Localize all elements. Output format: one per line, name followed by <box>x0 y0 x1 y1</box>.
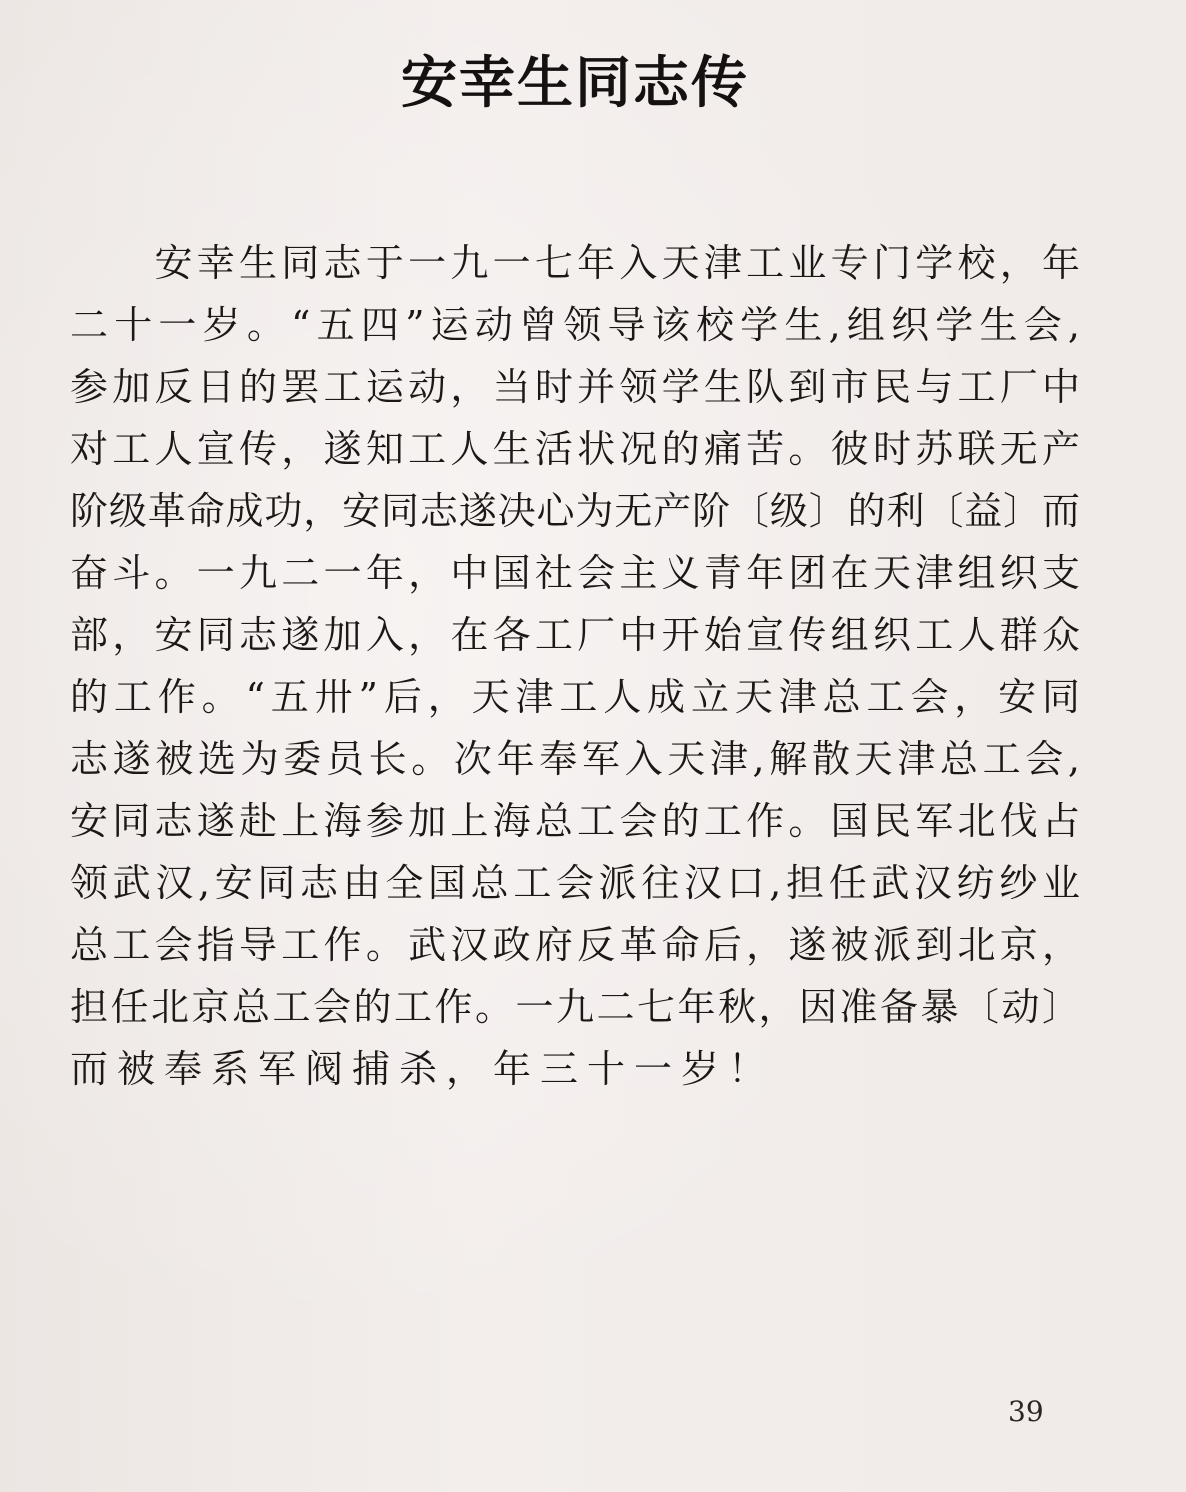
text-line: 对工人宣传，遂知工人生活状况的痛苦。彼时苏联无产 <box>70 427 1080 471</box>
text-line: 的工作。“五卅”后，天津工人成立天津总工会，安同 <box>70 675 1080 719</box>
page-title <box>0 48 1186 118</box>
text-line: 参加反日的罢工运动，当时并领学生队到市民与工厂中 <box>70 365 1080 409</box>
page-number: 39 <box>1008 1395 1044 1428</box>
text-line: 阶级革命成功，安同志遂决心为无产阶〔级〕的利〔益〕而 <box>70 489 1080 533</box>
text-line: 总工会指导工作。武汉政府反革命后，遂被派到北京， <box>70 923 1080 967</box>
text-line: 志遂被选为委员长。次年奉军入天津,解散天津总工会, <box>70 737 1080 781</box>
text-line: 安同志遂赴上海参加上海总工会的工作。国民军北伐占 <box>70 799 1080 843</box>
body-text <box>70 232 1080 1100</box>
text-line: 部，安同志遂加入，在各工厂中开始宣传组织工人群众 <box>70 613 1080 657</box>
text-line: 奋斗。一九二一年，中国社会主义青年团在天津组织支 <box>70 551 1080 595</box>
page-title-text: 安幸生同志传 <box>401 50 749 116</box>
text-line: 安幸生同志于一九一七年入天津工业专门学校，年 <box>70 241 1080 285</box>
text-line: 二十一岁。“五四”运动曾领导该校学生,组织学生会, <box>70 303 1080 347</box>
text-line-last: 而被奉系军阀捕杀，年三十一岁！ <box>70 1047 776 1091</box>
text-line: 担任北京总工会的工作。一九二七年秋，因准备暴〔动〕 <box>70 985 1080 1029</box>
text-line: 领武汉,安同志由全国总工会派往汉口,担任武汉纺纱业 <box>70 861 1080 905</box>
